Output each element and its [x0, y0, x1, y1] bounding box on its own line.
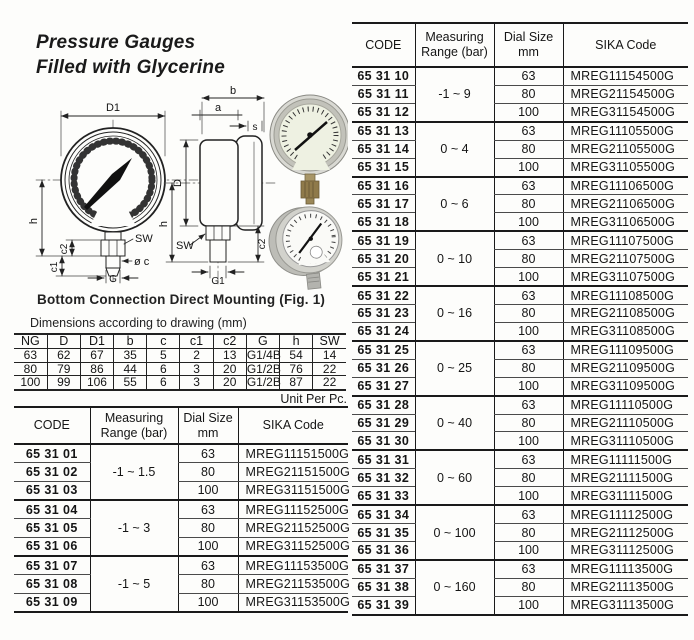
product-code-cell: 65 31 26 — [352, 359, 415, 377]
dimension-value-cell: 35 — [114, 349, 147, 363]
dial-size-cell: 63 — [494, 560, 563, 578]
technical-drawing — [8, 86, 348, 292]
dial-size-cell: 100 — [178, 537, 238, 556]
dial-size-cell: 100 — [494, 322, 563, 340]
sika-code-cell: MREG11111500G — [563, 450, 688, 468]
product-code-cell: 65 31 39 — [352, 596, 415, 615]
dim-label-c1: c1 — [49, 261, 60, 273]
product-code-cell: 65 31 38 — [352, 578, 415, 596]
product-row — [352, 250, 688, 268]
dial-header — [494, 23, 563, 67]
product-code-cell: 65 31 20 — [352, 250, 415, 268]
sika-code-cell: MREG31105500G — [563, 158, 688, 176]
measuring-range-cell: 0 ~ 10 — [415, 231, 494, 286]
dial-size-cell: 80 — [494, 250, 563, 268]
side-view-drawing — [158, 86, 276, 287]
dimension-value-cell: 13 — [213, 349, 246, 363]
dimension-header-cell: h — [280, 334, 313, 349]
dimension-value-cell: 2 — [180, 349, 213, 363]
product-code-cell: 65 31 29 — [352, 414, 415, 432]
sika-code-cell: MREG31112500G — [563, 541, 688, 559]
dimension-value-cell: 86 — [80, 362, 113, 376]
product-row — [352, 231, 688, 249]
product-row — [14, 500, 348, 519]
dimension-value-cell: 80 — [14, 362, 47, 376]
sika-code-cell: MREG31108500G — [563, 322, 688, 340]
product-code-cell: 65 31 12 — [352, 103, 415, 121]
dial-size-cell: 100 — [494, 377, 563, 395]
sika-code-cell: MREG11153500G — [238, 556, 348, 575]
sika-code-cell: MREG21151500G — [238, 463, 348, 481]
sika-code-cell: MREG11107500G — [563, 231, 688, 249]
product-code-cell: 65 31 01 — [14, 444, 90, 463]
measuring-range-cell: -1 ~ 3 — [90, 500, 178, 556]
dial-size-cell: 100 — [494, 541, 563, 559]
dial-size-cell: 63 — [178, 500, 238, 519]
sika-code-cell: MREG21153500G — [238, 575, 348, 593]
dial-size-cell: 63 — [494, 505, 563, 523]
dim-label-sw-side: SW — [176, 240, 194, 252]
dimensions-table — [14, 333, 346, 390]
dimension-value-cell: G1/4B — [246, 348, 281, 363]
measuring-range-cell: 0 ~ 100 — [415, 505, 494, 560]
product-row — [14, 575, 348, 593]
dial-header-line2: mm — [518, 45, 539, 59]
product-row — [352, 122, 688, 140]
dimension-header-cell: G — [246, 334, 279, 349]
product-code-cell: 65 31 33 — [352, 487, 415, 505]
dial-size-cell: 80 — [494, 195, 563, 213]
sika-code-cell: MREG21106500G — [563, 195, 688, 213]
unit-note: Unit Per Pc. — [280, 392, 347, 406]
dim-label-h-side: h — [158, 220, 170, 228]
sika-code-cell: MREG31109500G — [563, 377, 688, 395]
product-row — [352, 414, 688, 432]
product-code-cell: 65 31 32 — [352, 469, 415, 487]
gauge-photo-bottom — [266, 204, 347, 292]
dimension-value-cell: G1/2B — [246, 375, 281, 390]
sika-code-cell: MREG31107500G — [563, 268, 688, 286]
dimension-value-cell: 99 — [47, 376, 80, 390]
product-code-cell: 65 31 14 — [352, 140, 415, 158]
product-code-cell: 65 31 17 — [352, 195, 415, 213]
dial-size-cell: 63 — [494, 67, 563, 85]
dial-size-cell: 100 — [494, 158, 563, 176]
dial-size-cell: 100 — [178, 481, 238, 500]
figure-caption: Bottom Connection Direct Mounting (Fig. 1) — [37, 292, 326, 307]
dimension-value-cell: 67 — [80, 349, 113, 363]
product-row — [352, 85, 688, 103]
product-code-cell: 65 31 24 — [352, 322, 415, 340]
product-table-right — [352, 22, 688, 616]
measuring-range-cell: 0 ~ 4 — [415, 122, 494, 177]
product-row — [352, 305, 688, 323]
dial-header-line1: Dial Size — [503, 30, 554, 44]
dim-label-b: b — [229, 86, 237, 97]
front-view-drawing — [28, 102, 200, 285]
product-code-cell: 65 31 07 — [14, 556, 90, 575]
product-code-cell: 65 31 09 — [14, 593, 90, 612]
dial-size-cell: 80 — [494, 359, 563, 377]
product-code-cell: 65 31 06 — [14, 537, 90, 556]
sika-code-cell: MREG31110500G — [563, 432, 688, 450]
dial-size-cell: 100 — [494, 432, 563, 450]
dimension-value-cell: 5 — [147, 349, 180, 363]
product-row — [352, 359, 688, 377]
product-code-cell: 65 31 27 — [352, 377, 415, 395]
product-row — [352, 469, 688, 487]
measuring-range-cell: 0 ~ 16 — [415, 286, 494, 341]
sika-code-cell: MREG21152500G — [238, 519, 348, 537]
range-header-line1: Measuring — [104, 410, 164, 425]
dimension-value-cell: 20 — [213, 362, 246, 376]
range-header-line1: Measuring — [425, 30, 484, 44]
code-header: CODE — [14, 407, 90, 444]
product-row — [352, 541, 688, 559]
product-code-cell: 65 31 03 — [14, 481, 90, 500]
dimensions-caption: Dimensions according to drawing (mm) — [30, 316, 247, 330]
sika-code-cell: MREG11152500G — [238, 500, 348, 519]
product-code-cell: 65 31 05 — [14, 519, 90, 537]
sika-code-cell: MREG11109500G — [563, 341, 688, 359]
range-header — [415, 23, 494, 67]
product-code-cell: 65 31 30 — [352, 432, 415, 450]
dim-label-a: a — [214, 102, 222, 114]
sika-header: SIKA Code — [238, 407, 348, 444]
dim-label-d1: D1 — [105, 102, 121, 114]
product-row — [352, 596, 688, 615]
product-code-cell: 65 31 28 — [352, 396, 415, 414]
sika-code-cell: MREG31152500G — [238, 537, 348, 556]
dimension-value-cell: G1/2B — [246, 361, 281, 376]
sika-code-cell: MREG11154500G — [563, 67, 688, 85]
sika-code-cell: MREG31113500G — [563, 596, 688, 615]
dial-size-cell: 80 — [494, 524, 563, 542]
measuring-range-cell: 0 ~ 160 — [415, 560, 494, 615]
dimension-value-cell: 63 — [14, 349, 47, 363]
dimensions-row — [14, 349, 346, 363]
dimension-value-cell: 14 — [313, 349, 346, 363]
sika-code-cell: MREG21109500G — [563, 359, 688, 377]
product-code-cell: 65 31 15 — [352, 158, 415, 176]
dim-label-g1: G1 — [211, 276, 225, 287]
sika-code-cell: MREG11105500G — [563, 122, 688, 140]
page-title-line1: Pressure Gauges — [36, 32, 196, 53]
sika-header: SIKA Code — [563, 23, 688, 67]
product-row — [14, 519, 348, 537]
product-row — [352, 322, 688, 340]
dial-size-cell: 100 — [494, 596, 563, 615]
sika-code-cell: MREG11110500G — [563, 396, 688, 414]
dim-label-sw-front: SW — [135, 233, 153, 245]
measuring-range-cell: 0 ~ 60 — [415, 450, 494, 505]
sika-code-cell: MREG11113500G — [563, 560, 688, 578]
sika-code-cell: MREG31106500G — [563, 213, 688, 231]
dial-size-cell: 80 — [494, 85, 563, 103]
dim-label-c2-side: c2 — [257, 238, 268, 250]
sika-code-cell: MREG31154500G — [563, 103, 688, 121]
product-code-cell: 65 31 19 — [352, 231, 415, 249]
product-code-cell: 65 31 34 — [352, 505, 415, 523]
dial-size-cell: 100 — [494, 268, 563, 286]
product-code-cell: 65 31 16 — [352, 177, 415, 195]
sika-code-cell: MREG21108500G — [563, 305, 688, 323]
dimension-value-cell: 22 — [313, 376, 346, 390]
dial-size-cell: 63 — [494, 396, 563, 414]
product-header-row — [352, 23, 688, 67]
dimension-value-cell: 6 — [147, 362, 180, 376]
code-header: CODE — [352, 23, 415, 67]
product-row — [352, 268, 688, 286]
dial-header — [178, 407, 238, 444]
dial-size-cell: 80 — [494, 140, 563, 158]
product-row — [14, 593, 348, 612]
dial-size-cell: 80 — [178, 575, 238, 593]
dimension-value-cell: 106 — [80, 376, 113, 390]
product-row — [352, 341, 688, 359]
measuring-range-cell: 0 ~ 6 — [415, 177, 494, 232]
dimension-header-cell: c2 — [213, 334, 246, 349]
product-code-cell: 65 31 21 — [352, 268, 415, 286]
product-row — [352, 450, 688, 468]
product-code-cell: 65 31 04 — [14, 500, 90, 519]
dimension-value-cell: 6 — [147, 376, 180, 390]
product-row — [14, 463, 348, 481]
dimension-header-cell: SW — [313, 334, 346, 349]
dimension-header-cell: D — [47, 334, 80, 349]
range-header-line2: Range (bar) — [421, 45, 488, 59]
product-row — [352, 195, 688, 213]
sika-code-cell: MREG21111500G — [563, 469, 688, 487]
product-row — [352, 505, 688, 523]
dial-size-cell: 100 — [494, 213, 563, 231]
dimension-value-cell: 100 — [14, 376, 47, 390]
dial-size-cell: 63 — [494, 341, 563, 359]
dial-size-cell: 80 — [494, 469, 563, 487]
sika-code-cell: MREG11108500G — [563, 286, 688, 304]
dim-label-s: s — [252, 122, 258, 133]
dim-label-h-front: h — [28, 217, 40, 225]
sika-code-cell: MREG21112500G — [563, 524, 688, 542]
product-row — [352, 377, 688, 395]
product-row — [352, 67, 688, 85]
dim-label-d: D — [172, 179, 184, 187]
sika-code-cell: MREG21154500G — [563, 85, 688, 103]
product-row — [14, 556, 348, 575]
product-code-cell: 65 31 36 — [352, 541, 415, 559]
sika-code-cell: MREG11151500G — [238, 444, 348, 463]
dial-size-cell: 63 — [494, 450, 563, 468]
sika-code-cell: MREG11106500G — [563, 177, 688, 195]
sika-code-cell: MREG21105500G — [563, 140, 688, 158]
dimension-value-cell: 3 — [180, 362, 213, 376]
sika-code-cell: MREG21113500G — [563, 578, 688, 596]
sika-code-cell: MREG31153500G — [238, 593, 348, 612]
dimension-header-cell: b — [114, 334, 147, 349]
dimensions-header-row — [14, 334, 346, 349]
product-row — [14, 481, 348, 500]
dimension-value-cell: 54 — [280, 349, 313, 363]
dimension-value-cell: 76 — [280, 362, 313, 376]
range-header — [90, 407, 178, 444]
product-row — [352, 158, 688, 176]
product-row — [352, 103, 688, 121]
product-row — [352, 213, 688, 231]
product-row — [14, 444, 348, 463]
product-row — [352, 487, 688, 505]
product-table-left — [14, 406, 351, 613]
dial-size-cell: 63 — [494, 122, 563, 140]
product-row — [352, 432, 688, 450]
product-row — [352, 524, 688, 542]
dim-label-phic: ø c — [134, 256, 150, 268]
dial-header-line2: mm — [197, 425, 219, 440]
product-row — [352, 396, 688, 414]
page-title-line2: Filled with Glycerine — [36, 56, 225, 78]
measuring-range-cell: 0 ~ 40 — [415, 396, 494, 451]
dial-size-cell: 63 — [494, 286, 563, 304]
dimension-value-cell: 3 — [180, 376, 213, 390]
product-code-cell: 65 31 31 — [352, 450, 415, 468]
product-row — [352, 140, 688, 158]
dimension-value-cell: 62 — [47, 349, 80, 363]
page-title — [36, 31, 225, 80]
sika-code-cell: MREG21107500G — [563, 250, 688, 268]
dimension-value-cell: 22 — [313, 362, 346, 376]
dimension-header-cell: c — [147, 334, 180, 349]
product-code-cell: 65 31 11 — [352, 85, 415, 103]
product-row — [352, 286, 688, 304]
product-code-cell: 65 31 18 — [352, 213, 415, 231]
product-code-cell: 65 31 37 — [352, 560, 415, 578]
dial-header-line1: Dial Size — [183, 410, 233, 425]
product-code-cell: 65 31 08 — [14, 575, 90, 593]
product-row — [352, 560, 688, 578]
dimension-header-cell: D1 — [80, 334, 113, 349]
dial-size-cell: 100 — [494, 487, 563, 505]
gauge-photo-top — [270, 95, 348, 204]
measuring-range-cell: -1 ~ 9 — [415, 67, 494, 122]
product-code-cell: 65 31 35 — [352, 524, 415, 542]
dimension-value-cell: 87 — [280, 376, 313, 390]
dial-size-cell: 63 — [178, 556, 238, 575]
dimension-value-cell: 79 — [47, 362, 80, 376]
dim-label-g: G — [109, 274, 117, 285]
product-code-cell: 65 31 10 — [352, 67, 415, 85]
dimension-value-cell: 55 — [114, 376, 147, 390]
dial-size-cell: 80 — [494, 414, 563, 432]
product-header-row — [14, 407, 348, 444]
measuring-range-cell: -1 ~ 1.5 — [90, 444, 178, 500]
sika-code-cell: MREG31111500G — [563, 487, 688, 505]
dial-size-cell: 80 — [494, 578, 563, 596]
dimensions-row — [14, 362, 346, 376]
product-code-cell: 65 31 02 — [14, 463, 90, 481]
dial-size-cell: 80 — [178, 519, 238, 537]
product-code-cell: 65 31 23 — [352, 305, 415, 323]
dimensions-row — [14, 376, 346, 390]
measuring-range-cell: -1 ~ 5 — [90, 556, 178, 612]
dial-size-cell: 63 — [178, 444, 238, 463]
dial-size-cell: 100 — [178, 593, 238, 612]
dimension-header-cell: c1 — [180, 334, 213, 349]
product-row — [352, 578, 688, 596]
sika-code-cell: MREG21110500G — [563, 414, 688, 432]
range-header-line2: Range (bar) — [100, 425, 168, 440]
dial-size-cell: 63 — [494, 177, 563, 195]
measuring-range-cell: 0 ~ 25 — [415, 341, 494, 396]
dim-label-c2-front: c2 — [59, 243, 70, 255]
dial-size-cell: 80 — [178, 463, 238, 481]
dial-size-cell: 100 — [494, 103, 563, 121]
sika-code-cell: MREG11112500G — [563, 505, 688, 523]
dimension-value-cell: 20 — [213, 376, 246, 390]
dial-size-cell: 80 — [494, 305, 563, 323]
dial-size-cell: 63 — [494, 231, 563, 249]
product-code-cell: 65 31 13 — [352, 122, 415, 140]
sika-code-cell: MREG31151500G — [238, 481, 348, 500]
product-row — [352, 177, 688, 195]
dimension-value-cell: 44 — [114, 362, 147, 376]
dimension-header-cell: NG — [14, 334, 47, 349]
product-row — [14, 537, 348, 556]
product-code-cell: 65 31 22 — [352, 286, 415, 304]
product-code-cell: 65 31 25 — [352, 341, 415, 359]
